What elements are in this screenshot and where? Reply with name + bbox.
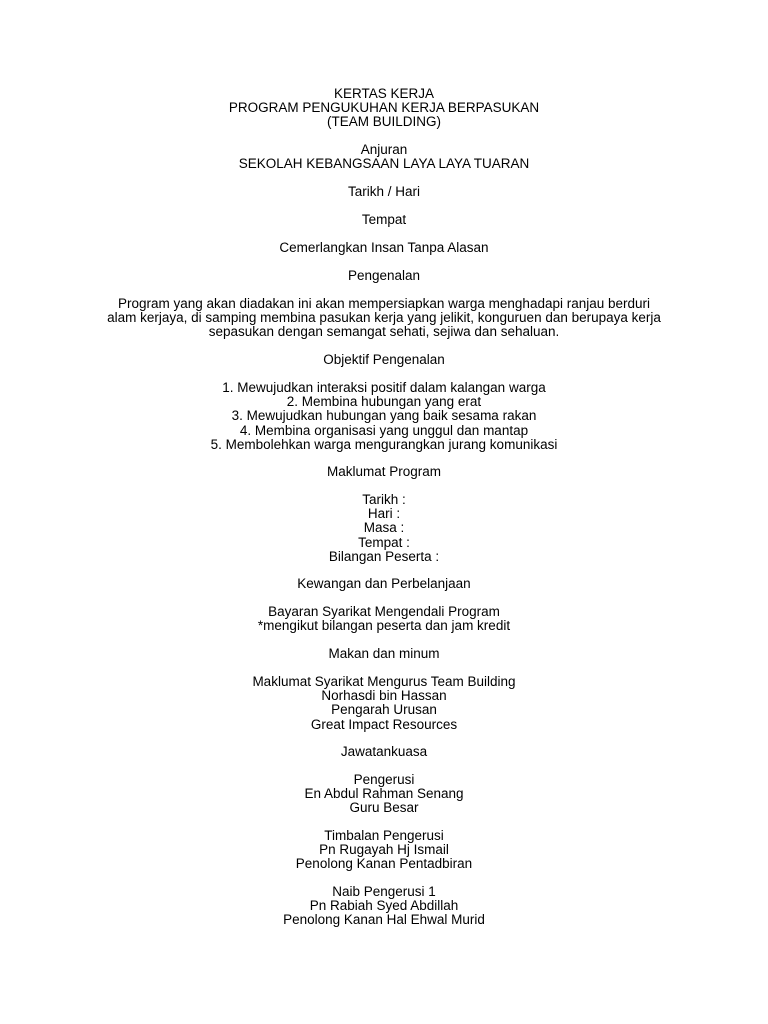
program-field-participants: Bilangan Peserta : xyxy=(328,548,440,564)
objective-item: 3. Mewujudkan hubungan yang baik sesama rakan xyxy=(231,408,537,424)
objective-item: 1. Mewujudkan interaksi positif dalam kalangan warga xyxy=(222,380,546,395)
program-field-date: Tarikh : xyxy=(362,492,406,507)
introduction-heading: Pengenalan xyxy=(347,268,421,283)
introduction-line: Program yang akan diadakan ini akan mempersiapkan warga menghadapi ranjau berduri xyxy=(117,296,651,311)
food-heading: Makan dan minum xyxy=(328,646,440,661)
organizer-label: Anjuran xyxy=(360,142,408,157)
organizer-block xyxy=(60,143,708,171)
committee-role: Naib Pengerusi 1 xyxy=(332,884,436,899)
objective-item: 5. Membolehkan warga mengurangkan jurang komunikasi xyxy=(210,436,558,452)
program-info-fields xyxy=(60,493,708,564)
company-info xyxy=(60,675,708,732)
program-field-day: Hari : xyxy=(367,506,401,522)
finance-note: *mengikut bilangan peserta dan jam kredit xyxy=(257,618,511,634)
company-name: Great Impact Resources xyxy=(310,716,458,732)
committee-member xyxy=(60,773,708,816)
introduction-paragraph xyxy=(60,297,708,340)
finance-line: Bayaran Syarikat Mengendali Program xyxy=(268,604,500,619)
committee-member xyxy=(60,829,708,872)
organizer-name: SEKOLAH KEBANGSAAN LAYA LAYA TUARAN xyxy=(238,156,530,172)
committee-position: Guru Besar xyxy=(349,800,419,816)
finance-details xyxy=(60,605,708,633)
introduction-line: alam kerjaya, di samping membina pasukan kerja yang jelikit, konguruen dan berupaya kerja xyxy=(107,310,661,326)
objectives-list xyxy=(60,381,708,452)
committee-role: Pengerusi xyxy=(353,772,415,787)
introduction-line: sepasukan dengan semangat sehati, sejiwa dan sehaluan. xyxy=(208,324,560,340)
company-contact-title: Pengarah Urusan xyxy=(331,702,437,718)
committee-role: Timbalan Pengerusi xyxy=(324,828,444,843)
committee-name: Pn Rugayah Hj Ismail xyxy=(319,842,449,858)
company-contact-name: Norhasdi bin Hassan xyxy=(321,688,447,704)
title-block xyxy=(60,87,708,130)
committee-position: Penolong Kanan Hal Ehwal Murid xyxy=(283,912,485,928)
committee-name: En Abdul Rahman Senang xyxy=(304,786,464,802)
committee-heading: Jawatankuasa xyxy=(340,744,428,759)
committee-name: Pn Rabiah Syed Abdillah xyxy=(309,898,459,914)
committee-position: Penolong Kanan Pentadbiran xyxy=(295,856,473,872)
objectives-heading: Objektif Pengenalan xyxy=(323,352,445,367)
venue-label: Tempat xyxy=(361,212,407,227)
document-subtitle-english: (TEAM BUILDING) xyxy=(326,114,441,130)
document-subtitle: PROGRAM PENGUKUHAN KERJA BERPASUKAN xyxy=(228,100,540,116)
objective-item: 4. Membina organisasi yang unggul dan mantap xyxy=(239,422,529,438)
program-field-time: Masa : xyxy=(363,520,405,536)
program-field-venue: Tempat : xyxy=(358,534,410,550)
company-info-heading: Maklumat Syarikat Mengurus Team Building xyxy=(252,674,516,689)
committee-member xyxy=(60,885,708,928)
program-info-heading: Maklumat Program xyxy=(326,464,442,479)
document-title: KERTAS KERJA xyxy=(333,86,435,101)
date-day-label: Tarikh / Hari xyxy=(347,184,420,199)
motto: Cemerlangkan Insan Tanpa Alasan xyxy=(279,240,489,255)
objective-item: 2. Membina hubungan yang erat xyxy=(286,394,482,410)
finance-heading: Kewangan dan Perbelanjaan xyxy=(297,576,471,591)
